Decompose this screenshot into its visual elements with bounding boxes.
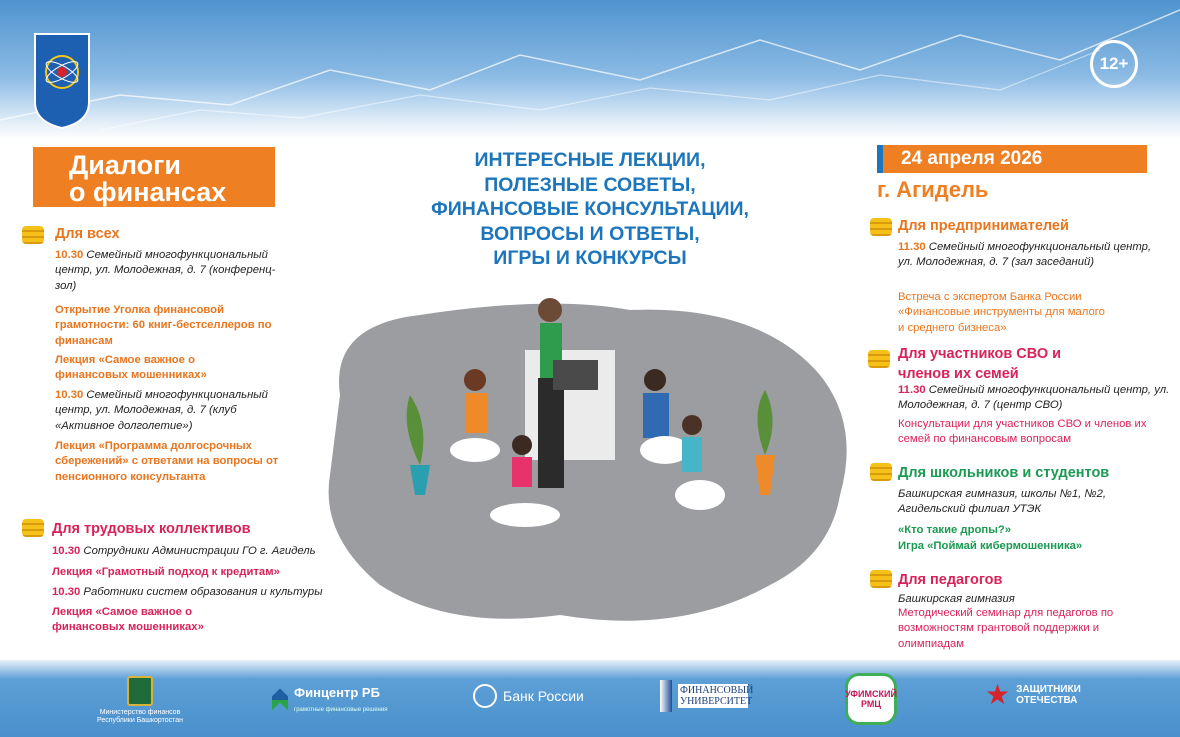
center-title-line: ПОЛЕЗНЫЕ СОВЕТЫ, [484, 173, 696, 196]
event-title [33, 147, 275, 207]
chart-lines-decoration [0, 0, 1180, 140]
event-item: Консультации для участников СВО и членов их семей по финансовым вопросам [898, 418, 1147, 446]
event-item: Встреча с экспертом Банка России «Финансовые инструменты для малого и среднего бизнеса» [898, 291, 1105, 334]
time: 10.30 [55, 249, 84, 261]
logo-text: Финцентр РБ [294, 685, 380, 700]
event-title-line: о финансах [69, 177, 227, 207]
schedule-entry [55, 388, 295, 434]
center-title-line: ФИНАНСОВЫЕ КОНСУЛЬТАЦИИ, [431, 198, 749, 220]
minfin-emblem-icon [127, 676, 153, 706]
venue [898, 592, 1015, 607]
age-rating-badge: 12+ [1090, 40, 1138, 88]
logo-defenders [985, 678, 1086, 711]
venue: Семейный многофункциональный центр, ул. Молодежная, д. 7 (центр СВО) [898, 384, 1170, 412]
schedule-entry [52, 544, 352, 559]
venue: Семейный многофункциональный центр, ул. Молодежная, д. 7 (зал заседаний) [898, 241, 1152, 269]
center-title-line: ИГРЫ И КОНКУРСЫ [493, 247, 687, 269]
schedule-entry [898, 240, 1168, 271]
schedule-entry [898, 383, 1173, 414]
logo-text: Министерство финансов Республики Башкортостан [96, 709, 183, 724]
schedule-entry [55, 248, 295, 294]
event-item: «Кто такие дропы?» [898, 524, 1012, 536]
logo-text: ЗАЩИТНИКИ ОТЕЧЕСТВА [1016, 683, 1081, 706]
tower-icon [660, 680, 672, 712]
coins-icon [870, 570, 892, 588]
time: 10.30 [55, 389, 84, 401]
section-heading-teachers: Для педагогов [898, 572, 1003, 588]
venue [898, 487, 1128, 518]
people-illustration [300, 285, 880, 645]
event-item: Игра «Поймай кибермошенника» [898, 540, 1083, 552]
center-title [360, 148, 820, 271]
venue: Работники систем образования и культуры [83, 586, 323, 598]
event-title-line: Диалоги [69, 150, 181, 180]
venue-text: Башкирская гимназия, школы №1, №2, Агидельский филиал УТЭК [898, 488, 1107, 516]
event-item: Лекция «Программа долгосрочных сбережений» с ответами на вопросы от пенсионного консультанта [55, 440, 279, 483]
center-title-line: ВОПРОСЫ И ОТВЕТЫ, [480, 222, 700, 245]
schedule-entry [52, 585, 352, 600]
logo-rmc [845, 673, 897, 725]
coins-icon [22, 226, 44, 244]
time: 11.30 [898, 384, 926, 396]
logo-text: УФИМСКИЙ РМЦ [845, 673, 897, 725]
event-item: Лекция «Самое важное о финансовых мошенниках» [55, 354, 207, 382]
logo-text: Банк России [503, 688, 584, 704]
event-item: Методический семинар для педагогов по возможностям грантовой поддержки и олимпиадам [898, 607, 1114, 650]
coins-icon [870, 463, 892, 481]
logo-fin-university [660, 680, 754, 712]
event-city: г. Агидель [877, 177, 989, 202]
logo-text: ФИНАНСОВЫЙ УНИВЕРСИТЕТ [680, 685, 754, 707]
coins-icon [868, 350, 890, 368]
eagle-icon [473, 684, 497, 708]
section-heading-work: Для трудовых коллективов [52, 521, 251, 537]
logo-bank-of-russia [473, 684, 584, 708]
agidel-coat-of-arms [33, 32, 91, 130]
event-item: Лекция «Самое важное о финансовых мошенниках» [52, 606, 204, 634]
venue-text: Башкирская гимназия [898, 593, 1015, 605]
center-title-line: ИНТЕРЕСНЫЕ ЛЕКЦИИ, [474, 149, 706, 171]
logo-minfin [95, 676, 185, 725]
logo-fincenter [272, 685, 387, 714]
chevron-logo-icon [272, 689, 288, 711]
section-heading-students: Для школьников и студентов [898, 465, 1110, 481]
time: 10.30 [52, 586, 81, 598]
venue: Семейный многофункциональный центр, ул. Молодежная, д. 7 (конференц-зол) [55, 249, 276, 292]
star-icon: ★ [985, 679, 1011, 710]
coins-icon [22, 519, 44, 537]
logo-subtext: грамотные финансовые решения [294, 707, 388, 713]
header-banner [0, 0, 1180, 140]
section-heading-svo: Для участников СВО и членов их семей [898, 346, 1062, 382]
event-item: Открытие Уголка финансовой грамотности: 60 книг-бестселлеров по финансам [55, 304, 272, 347]
time: 10.30 [52, 545, 81, 557]
event-item: Лекция «Грамотный подход к кредитам» [52, 566, 280, 578]
venue: Сотрудники Администрации ГО г. Агидель [83, 545, 316, 557]
section-heading-business: Для предпринимателей [898, 218, 1069, 234]
section-heading-all: Для всех [55, 226, 120, 242]
time: 11.30 [898, 241, 926, 253]
event-date: 24 апреля 2026 [877, 145, 1147, 173]
venue: Семейный многофункциональный центр, ул. Молодежная, д. 7 (клуб «Активное долголетие») [55, 389, 268, 432]
coins-icon [870, 218, 892, 236]
